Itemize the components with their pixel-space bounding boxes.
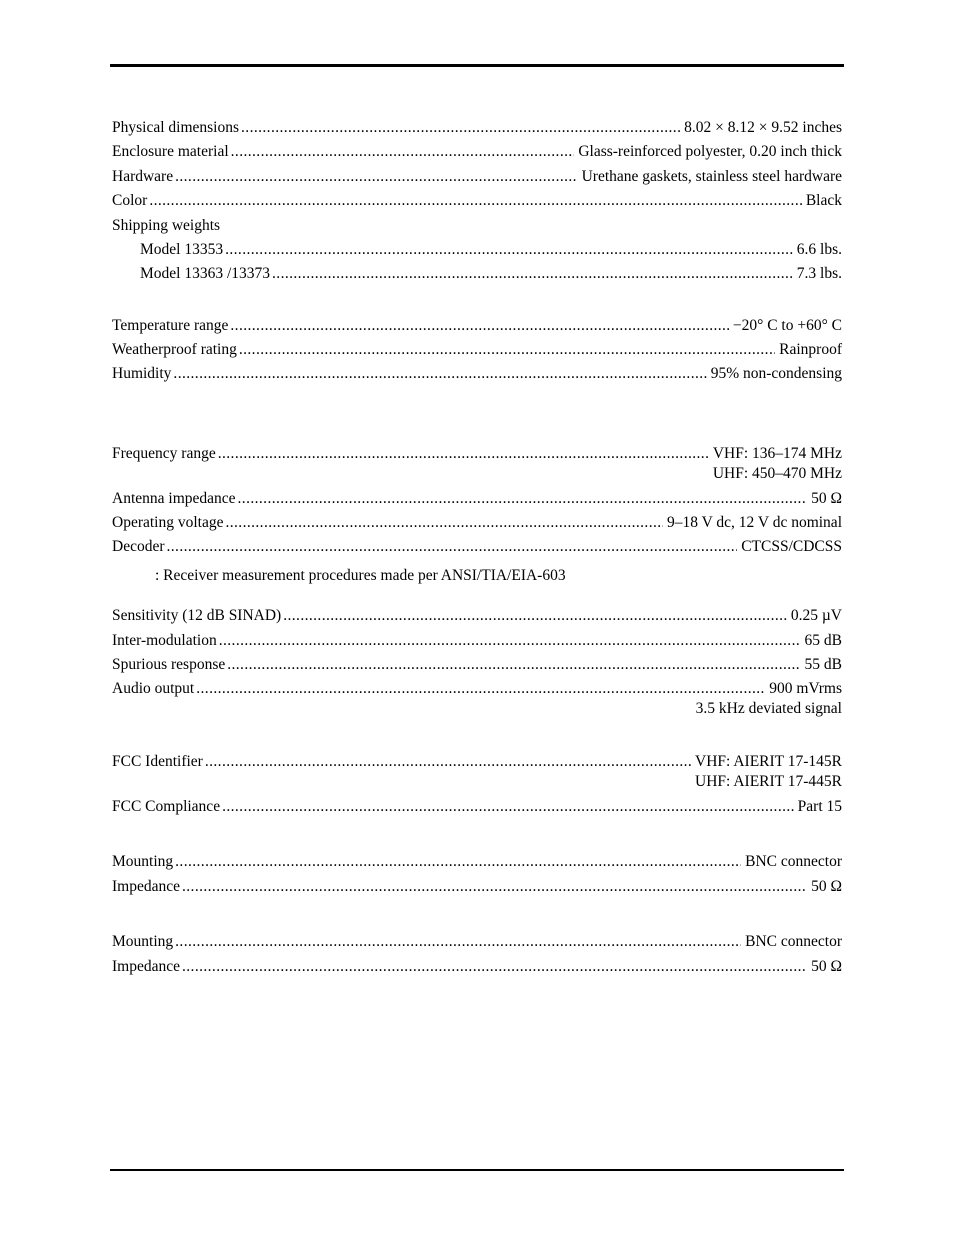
spec-label: Audio output: [112, 680, 195, 697]
spec-row-humidity: [112, 364, 842, 384]
spec-label: Sensitivity (12 dB SINAD): [112, 607, 282, 624]
dot-leader: [222, 797, 794, 817]
dot-leader: [283, 606, 787, 626]
spec-row-color: [112, 191, 842, 211]
spec-value: VHF: AIERIT 17-145R: [695, 753, 842, 770]
spec-row-physical-dimensions: [112, 118, 842, 138]
spec-value: CTCSS/CDCSS: [741, 538, 842, 555]
spec-label: Hardware: [112, 168, 174, 185]
spec-value: Black: [805, 192, 842, 209]
spec-value: BNC connector: [745, 933, 842, 950]
spec-value: −20° C to +60° C: [732, 317, 842, 334]
spec-label: Impedance: [112, 878, 180, 895]
spec-value: 900 mVrms: [769, 680, 842, 697]
spec-row-fcc-identifier: [112, 752, 842, 772]
spec-row-operating-voltage: [112, 513, 842, 533]
dot-leader: [167, 537, 738, 557]
spec-label: Frequency range: [112, 445, 216, 462]
spec-value: 9–18 V dc, 12 V dc nominal: [667, 514, 842, 531]
spec-value: 65 dB: [804, 632, 842, 649]
spec-row-temperature-range: [112, 316, 842, 336]
spec-value: 50 Ω: [811, 878, 842, 895]
dot-leader: [238, 489, 808, 509]
spec-label: FCC Identifier: [112, 753, 203, 770]
dot-leader: [225, 513, 663, 533]
dot-leader: [175, 932, 741, 952]
spec-value: 8.02 × 8.12 × 9.52 inches: [684, 119, 842, 136]
spec-value: 55 dB: [804, 656, 842, 673]
dot-leader: [182, 957, 807, 977]
dot-leader: [219, 631, 801, 651]
spec-value: 50 Ω: [811, 490, 842, 507]
spec-row-mounting: [112, 932, 842, 952]
spec-label: Humidity: [112, 365, 172, 382]
top-rule: [110, 64, 844, 67]
spec-label: Temperature range: [112, 317, 229, 334]
spec-label: Model 13363 /13373: [140, 265, 271, 282]
spec-row-impedance: [112, 877, 842, 897]
spec-label: Weatherproof rating: [112, 341, 237, 358]
dot-leader: [225, 240, 793, 260]
spec-label: Model 13353: [140, 241, 224, 258]
spec-row-mounting: [112, 852, 842, 872]
dot-leader: [175, 852, 741, 872]
dot-leader: [218, 444, 709, 464]
spec-value: Glass-reinforced polyester, 0.20 inch thick: [578, 143, 842, 160]
spec-value: 7.3 lbs.: [796, 265, 842, 282]
spec-row-hardware: [112, 167, 842, 187]
spec-label: FCC Compliance: [112, 798, 221, 815]
spec-row-enclosure-material: [112, 142, 842, 162]
dot-leader: [182, 877, 807, 897]
spec-row-model-13353: [140, 240, 842, 260]
spec-row-spurious-response: [112, 655, 842, 675]
dot-leader: [173, 364, 706, 384]
spec-value: VHF: 136–174 MHz: [712, 445, 842, 462]
spec-label: Decoder: [112, 538, 165, 555]
spec-value: 95% non-condensing: [710, 365, 842, 382]
spec-value: 0.25 µV: [790, 607, 842, 624]
spec-label: Enclosure material: [112, 143, 229, 160]
dot-leader: [227, 655, 800, 675]
spec-value-continuation: UHF: AIERIT 17-445R: [695, 773, 842, 790]
dot-leader: [241, 118, 680, 138]
spec-row-model-13363: [140, 264, 842, 284]
dot-leader: [239, 340, 775, 360]
measurement-note: : Receiver measurement procedures made per ANSI/TIA/EIA-603: [155, 567, 566, 584]
spec-value: Rainproof: [779, 341, 842, 358]
spec-row-impedance: [112, 957, 842, 977]
spec-row-antenna-impedance: [112, 489, 842, 509]
spec-value: Part 15: [797, 798, 842, 815]
spec-label: Mounting: [112, 853, 174, 870]
spec-label: Color: [112, 192, 148, 209]
spec-value-continuation: UHF: 450–470 MHz: [712, 465, 842, 482]
spec-label: Operating voltage: [112, 514, 224, 531]
spec-value: BNC connector: [745, 853, 842, 870]
spec-label: Physical dimensions: [112, 119, 240, 136]
bottom-rule: [110, 1169, 844, 1171]
dot-leader: [205, 752, 691, 772]
spec-value: 50 Ω: [811, 958, 842, 975]
spec-value: Urethane gaskets, stainless steel hardware: [581, 168, 842, 185]
dot-leader: [196, 679, 765, 699]
spec-label: Inter-modulation: [112, 632, 217, 649]
spec-row-audio-output: [112, 679, 842, 699]
spec-label: Mounting: [112, 933, 174, 950]
spec-value: 6.6 lbs.: [796, 241, 842, 258]
spec-label: Impedance: [112, 958, 180, 975]
spec-row-inter-modulation: [112, 631, 842, 651]
shipping-weights-heading: Shipping weights: [112, 217, 221, 234]
dot-leader: [231, 142, 575, 162]
spec-row-fcc-compliance: [112, 797, 842, 817]
dot-leader: [175, 167, 578, 187]
spec-label: Spurious response: [112, 656, 226, 673]
spec-label: Antenna impedance: [112, 490, 236, 507]
spec-row-weatherproof-rating: [112, 340, 842, 360]
spec-row-decoder: [112, 537, 842, 557]
dot-leader: [149, 191, 802, 211]
spec-row-sensitivity: [112, 606, 842, 626]
dot-leader: [272, 264, 793, 284]
spec-row-frequency-range: [112, 444, 842, 464]
spec-value-continuation: 3.5 kHz deviated signal: [695, 700, 842, 717]
dot-leader: [230, 316, 728, 336]
